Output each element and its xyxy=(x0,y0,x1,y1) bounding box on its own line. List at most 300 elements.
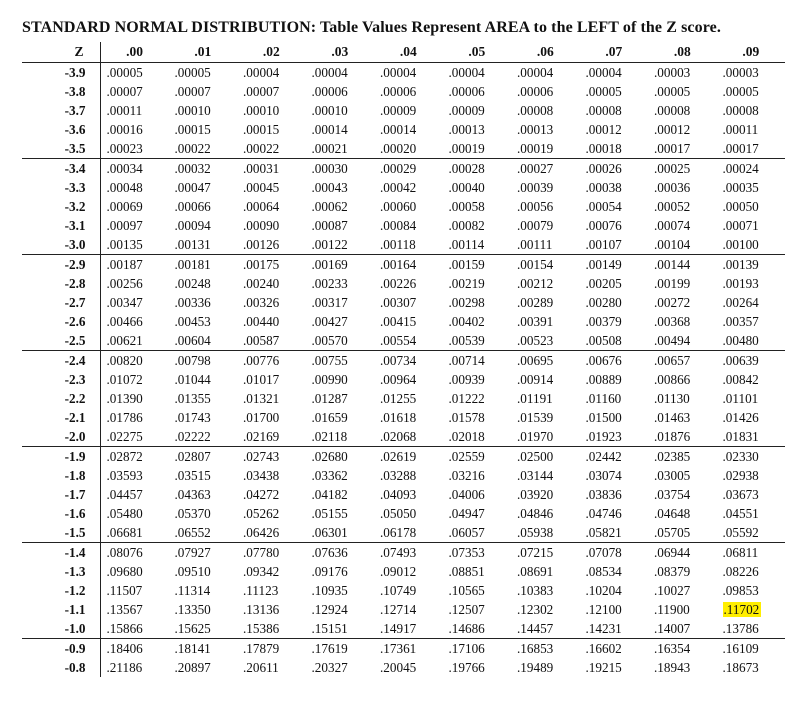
table-row xyxy=(22,658,785,677)
table-row xyxy=(22,581,785,600)
area-value-cell: .04947 xyxy=(448,506,485,521)
table-row xyxy=(22,120,785,139)
area-value-cell: .00012 xyxy=(654,122,691,137)
area-value-cell: .00026 xyxy=(585,161,622,176)
area-value-cell: .09510 xyxy=(174,564,211,579)
area-value-cell: .09680 xyxy=(106,564,143,579)
area-value-cell: .14007 xyxy=(648,619,717,639)
z-value-cell: -3.2 xyxy=(22,197,100,216)
area-value-cell: .00990 xyxy=(311,372,348,387)
area-value-cell: .00058 xyxy=(448,199,485,214)
area-value-cell: .00010 xyxy=(174,103,211,118)
area-value-cell: .07078 xyxy=(585,545,622,560)
area-value-cell: .13567 xyxy=(106,602,143,617)
area-value-cell: .00024 xyxy=(722,161,759,176)
area-value-cell: .15625 xyxy=(169,619,238,639)
area-value-cell: .00076 xyxy=(585,218,622,233)
area-value-cell: .00010 xyxy=(311,103,348,118)
area-value-cell: .00020 xyxy=(374,139,443,159)
area-value-cell: .00453 xyxy=(174,314,211,329)
area-value-cell: .08534 xyxy=(585,564,622,579)
area-value-cell: .00071 xyxy=(722,218,759,233)
z-value-cell: -2.7 xyxy=(22,293,100,312)
table-header-row xyxy=(22,42,785,63)
table-row xyxy=(22,255,785,275)
table-row xyxy=(22,216,785,235)
area-value-cell: .00798 xyxy=(174,353,211,368)
table-row xyxy=(22,485,785,504)
area-value-cell: .00005 xyxy=(654,84,691,99)
area-value-cell: .00604 xyxy=(169,331,238,351)
area-value-cell: .06944 xyxy=(654,545,691,560)
area-value-cell: .01287 xyxy=(311,391,348,406)
area-value-cell: .00734 xyxy=(380,353,417,368)
table-row xyxy=(22,447,785,467)
area-value-cell: .00621 xyxy=(100,331,169,351)
area-value-cell: .04746 xyxy=(585,506,622,521)
area-value-cell: .00199 xyxy=(654,276,691,291)
area-value-cell: .00007 xyxy=(106,84,143,99)
area-value-cell: .00480 xyxy=(717,331,786,351)
area-value-cell: .00755 xyxy=(311,353,348,368)
area-value-cell: .05480 xyxy=(106,506,143,521)
area-value-cell: .03836 xyxy=(585,487,622,502)
area-value-cell: .00022 xyxy=(169,139,238,159)
z-value-cell: -3.6 xyxy=(22,120,100,139)
area-value-cell: .00889 xyxy=(585,372,622,387)
area-value-cell: .01426 xyxy=(722,410,759,425)
area-value-cell: .03005 xyxy=(654,468,691,483)
area-value-cell: .00036 xyxy=(654,180,691,195)
area-value-cell: .18406 xyxy=(106,641,143,656)
area-value-cell: .00090 xyxy=(243,218,280,233)
area-value-cell: .00508 xyxy=(580,331,649,351)
area-value-cell: .20327 xyxy=(311,660,348,675)
table-body xyxy=(22,63,785,678)
area-value-cell: .00062 xyxy=(311,199,348,214)
table-row xyxy=(22,619,785,639)
table-row xyxy=(22,504,785,523)
area-value-cell: .00084 xyxy=(380,218,417,233)
area-value-cell: .00004 xyxy=(585,65,622,80)
area-value-cell: .00357 xyxy=(722,314,759,329)
area-value-cell: .19215 xyxy=(585,660,622,675)
area-value-cell: .00010 xyxy=(243,103,280,118)
area-value-cell: .00154 xyxy=(517,257,554,272)
area-value-cell: .18141 xyxy=(174,641,211,656)
area-value-cell: .17106 xyxy=(448,641,485,656)
area-value-cell: .04093 xyxy=(380,487,417,502)
area-value-cell: .00034 xyxy=(106,161,143,176)
area-value-cell: .00006 xyxy=(380,84,417,99)
area-value-cell: .08851 xyxy=(448,564,485,579)
area-value-cell: .03754 xyxy=(654,487,691,502)
area-value-cell: .09176 xyxy=(311,564,348,579)
area-value-cell: .01923 xyxy=(580,427,649,447)
area-value-cell: .12924 xyxy=(311,602,348,617)
area-value-cell: .00006 xyxy=(448,84,485,99)
area-value-cell: .00066 xyxy=(174,199,211,214)
area-value-cell: .00006 xyxy=(517,84,554,99)
area-value-cell: .18673 xyxy=(722,660,759,675)
area-value-cell: .00027 xyxy=(517,161,554,176)
area-value-cell: .15386 xyxy=(237,619,306,639)
area-value-cell: .02275 xyxy=(100,427,169,447)
area-value-cell: .10027 xyxy=(654,583,691,598)
area-value-cell: .01578 xyxy=(448,410,485,425)
area-value-cell: .00030 xyxy=(311,161,348,176)
area-value-cell: .00005 xyxy=(174,65,211,80)
area-value-cell: .00587 xyxy=(237,331,306,351)
table-row xyxy=(22,351,785,371)
area-value-cell: .00187 xyxy=(106,257,143,272)
area-value-cell: .00056 xyxy=(517,199,554,214)
area-value-cell: .01700 xyxy=(243,410,280,425)
area-value-cell: .11123 xyxy=(243,583,279,598)
area-value-cell: .01500 xyxy=(585,410,622,425)
area-value-cell: .08076 xyxy=(106,545,143,560)
area-value-cell: .08226 xyxy=(722,564,759,579)
area-value-cell: .11900 xyxy=(654,602,690,617)
area-value-cell: .00181 xyxy=(174,257,211,272)
z-column-header: Z xyxy=(22,42,100,63)
area-value-cell: .00427 xyxy=(311,314,348,329)
area-value-cell: .05370 xyxy=(174,506,211,521)
table-row xyxy=(22,293,785,312)
area-value-cell: .00031 xyxy=(243,161,280,176)
area-value-cell: .04457 xyxy=(106,487,143,502)
area-value-cell: .04006 xyxy=(448,487,485,502)
area-value-cell: .00018 xyxy=(580,139,649,159)
z-value-cell: -2.5 xyxy=(22,331,100,351)
area-value-cell: .16853 xyxy=(517,641,554,656)
table-row xyxy=(22,331,785,351)
z-value-cell: -1.3 xyxy=(22,562,100,581)
area-value-cell: .00004 xyxy=(311,65,348,80)
area-value-cell: .00074 xyxy=(654,218,691,233)
area-value-cell: .14457 xyxy=(511,619,580,639)
area-value-cell: .10204 xyxy=(585,583,622,598)
area-value-cell: .00842 xyxy=(722,372,759,387)
area-value-cell: .00040 xyxy=(448,180,485,195)
area-value-cell: .00054 xyxy=(585,199,622,214)
column-header: .02 xyxy=(237,42,306,63)
area-value-cell: .01618 xyxy=(380,410,417,425)
area-value-cell: .01072 xyxy=(106,372,143,387)
area-value-cell: .00100 xyxy=(717,235,786,255)
area-value-cell: .17361 xyxy=(380,641,417,656)
area-value-cell: .00005 xyxy=(106,65,143,80)
highlighted-cell xyxy=(717,600,786,619)
column-header: .00 xyxy=(100,42,169,63)
area-value-cell: .00144 xyxy=(654,257,691,272)
area-value-cell: .04648 xyxy=(654,506,691,521)
column-header: .07 xyxy=(580,42,649,63)
table-row xyxy=(22,408,785,427)
area-value-cell: .02500 xyxy=(517,449,554,464)
area-value-cell: .00042 xyxy=(380,180,417,195)
area-value-cell: .00004 xyxy=(380,65,417,80)
area-value-cell: .01191 xyxy=(517,391,553,406)
area-value-cell: .00022 xyxy=(237,139,306,159)
z-value-cell: -3.7 xyxy=(22,101,100,120)
area-value-cell: .00415 xyxy=(380,314,417,329)
area-value-cell: .00272 xyxy=(654,295,691,310)
area-value-cell: .03216 xyxy=(448,468,485,483)
area-value-cell: .02743 xyxy=(243,449,280,464)
area-value-cell: .05938 xyxy=(511,523,580,543)
area-value-cell: .00079 xyxy=(517,218,554,233)
area-value-cell: .01390 xyxy=(106,391,143,406)
area-value-cell: .00379 xyxy=(585,314,622,329)
area-value-cell: .00939 xyxy=(448,372,485,387)
page-title: STANDARD NORMAL DISTRIBUTION: Table Values Represent AREA to the LEFT of the Z score. xyxy=(22,19,721,36)
area-value-cell: .16602 xyxy=(585,641,622,656)
area-value-cell: .00391 xyxy=(517,314,554,329)
area-value-cell: .00695 xyxy=(517,353,554,368)
area-value-cell: .00043 xyxy=(311,180,348,195)
area-value-cell: .00298 xyxy=(448,295,485,310)
area-value-cell: .00368 xyxy=(654,314,691,329)
area-value-cell: .09012 xyxy=(380,564,417,579)
area-value-cell: .00326 xyxy=(243,295,280,310)
area-value-cell: .01659 xyxy=(311,410,348,425)
area-value-cell: .02169 xyxy=(237,427,306,447)
area-value-cell: .00008 xyxy=(722,103,759,118)
area-value-cell: .00402 xyxy=(448,314,485,329)
area-value-cell: .03074 xyxy=(585,468,622,483)
table-row xyxy=(22,466,785,485)
area-value-cell: .00139 xyxy=(722,257,759,272)
area-value-cell: .02680 xyxy=(311,449,348,464)
area-value-cell: .06426 xyxy=(237,523,306,543)
area-value-cell: .00494 xyxy=(648,331,717,351)
area-value-cell: .00015 xyxy=(174,122,211,137)
area-value-cell: .00149 xyxy=(585,257,622,272)
area-value-cell: .01044 xyxy=(174,372,211,387)
area-value-cell: .15866 xyxy=(100,619,169,639)
area-value-cell: .19766 xyxy=(448,660,485,675)
area-value-cell: .03288 xyxy=(380,468,417,483)
area-value-cell: .00050 xyxy=(722,199,759,214)
area-value-cell: .00035 xyxy=(722,180,759,195)
area-value-cell: .00336 xyxy=(174,295,211,310)
area-value-cell: .00015 xyxy=(243,122,280,137)
area-value-cell: .02068 xyxy=(374,427,443,447)
area-value-cell: .00964 xyxy=(380,372,417,387)
table-row xyxy=(22,523,785,543)
area-value-cell: .00069 xyxy=(106,199,143,214)
area-value-cell: .10565 xyxy=(448,583,485,598)
area-value-cell: .00025 xyxy=(654,161,691,176)
area-value-cell: .00047 xyxy=(174,180,211,195)
area-value-cell: .00009 xyxy=(448,103,485,118)
z-value-cell: -2.6 xyxy=(22,312,100,331)
z-value-cell: -2.0 xyxy=(22,427,100,447)
area-value-cell: .00017 xyxy=(717,139,786,159)
table-row xyxy=(22,370,785,389)
area-value-cell: .14917 xyxy=(374,619,443,639)
z-value-cell: -1.5 xyxy=(22,523,100,543)
area-value-cell: .00087 xyxy=(311,218,348,233)
z-value-cell: -1.0 xyxy=(22,619,100,639)
area-value-cell: .19489 xyxy=(517,660,554,675)
area-value-cell: .03144 xyxy=(517,468,554,483)
z-value-cell: -1.7 xyxy=(22,485,100,504)
z-value-cell: -1.1 xyxy=(22,600,100,619)
area-value-cell: .00554 xyxy=(374,331,443,351)
area-value-cell: .13786 xyxy=(717,619,786,639)
area-value-cell: .14231 xyxy=(580,619,649,639)
area-value-cell: .00003 xyxy=(722,65,759,80)
area-value-cell: .00233 xyxy=(311,276,348,291)
area-value-cell: .10749 xyxy=(380,583,417,598)
area-value-cell: .00045 xyxy=(243,180,280,195)
table-row xyxy=(22,82,785,101)
area-value-cell: .11314 xyxy=(174,583,211,598)
area-value-cell: .05705 xyxy=(648,523,717,543)
area-value-cell: .00019 xyxy=(511,139,580,159)
table-row xyxy=(22,178,785,197)
area-value-cell: .00466 xyxy=(106,314,143,329)
area-value-cell: .00008 xyxy=(517,103,554,118)
z-value-cell: -3.1 xyxy=(22,216,100,235)
area-value-cell: .01160 xyxy=(585,391,622,406)
table-row xyxy=(22,274,785,293)
area-value-cell: .00029 xyxy=(380,161,417,176)
area-value-cell: .00104 xyxy=(648,235,717,255)
area-value-cell: .00017 xyxy=(648,139,717,159)
area-value-cell: .00264 xyxy=(722,295,759,310)
column-header: .04 xyxy=(374,42,443,63)
area-value-cell: .00052 xyxy=(654,199,691,214)
area-value-cell: .00212 xyxy=(517,276,554,291)
highlighted-value: .11702 xyxy=(723,602,760,617)
area-value-cell: .06301 xyxy=(306,523,375,543)
area-value-cell: .11507 xyxy=(106,583,143,598)
area-value-cell: .00317 xyxy=(311,295,348,310)
area-value-cell: .00021 xyxy=(306,139,375,159)
area-value-cell: .03515 xyxy=(174,468,211,483)
area-value-cell: .00159 xyxy=(448,257,485,272)
z-value-cell: -2.4 xyxy=(22,351,100,371)
table-row xyxy=(22,562,785,581)
area-value-cell: .00135 xyxy=(100,235,169,255)
area-value-cell: .00038 xyxy=(585,180,622,195)
area-value-cell: .00013 xyxy=(448,122,485,137)
area-value-cell: .06057 xyxy=(443,523,512,543)
table-row xyxy=(22,197,785,216)
area-value-cell: .01786 xyxy=(106,410,143,425)
area-value-cell: .00019 xyxy=(443,139,512,159)
area-value-cell: .02222 xyxy=(169,427,238,447)
table-row xyxy=(22,101,785,120)
area-value-cell: .01463 xyxy=(654,410,691,425)
area-value-cell: .12302 xyxy=(517,602,554,617)
area-value-cell: .00048 xyxy=(106,180,143,195)
area-value-cell: .02619 xyxy=(380,449,417,464)
z-table xyxy=(22,42,785,677)
area-value-cell: .21186 xyxy=(106,660,143,675)
area-value-cell: .01321 xyxy=(243,391,280,406)
z-value-cell: -3.0 xyxy=(22,235,100,255)
area-value-cell: .00014 xyxy=(380,122,417,137)
area-value-cell: .02118 xyxy=(306,427,375,447)
area-value-cell: .00094 xyxy=(174,218,211,233)
area-value-cell: .00820 xyxy=(106,353,143,368)
area-value-cell: .02442 xyxy=(585,449,622,464)
area-value-cell: .00009 xyxy=(380,103,417,118)
area-value-cell: .00523 xyxy=(511,331,580,351)
area-value-cell: .05592 xyxy=(717,523,786,543)
area-value-cell: .00122 xyxy=(306,235,375,255)
table-row xyxy=(22,639,785,659)
table-row xyxy=(22,543,785,563)
table-row xyxy=(22,63,785,83)
area-value-cell: .00023 xyxy=(100,139,169,159)
area-value-cell: .00126 xyxy=(237,235,306,255)
area-value-cell: .00011 xyxy=(106,103,143,118)
z-value-cell: -3.8 xyxy=(22,82,100,101)
area-value-cell: .01255 xyxy=(380,391,417,406)
area-value-cell: .01222 xyxy=(448,391,485,406)
area-value-cell: .00003 xyxy=(654,65,691,80)
area-value-cell: .00097 xyxy=(106,218,143,233)
area-value-cell: .00007 xyxy=(174,84,211,99)
z-value-cell: -0.9 xyxy=(22,639,100,659)
area-value-cell: .14686 xyxy=(443,619,512,639)
area-value-cell: .00440 xyxy=(243,314,280,329)
area-value-cell: .04846 xyxy=(517,506,554,521)
area-value-cell: .02385 xyxy=(654,449,691,464)
area-value-cell: .02807 xyxy=(174,449,211,464)
area-value-cell: .12507 xyxy=(448,602,485,617)
table-row xyxy=(22,139,785,159)
area-value-cell: .00039 xyxy=(517,180,554,195)
area-value-cell: .03920 xyxy=(517,487,554,502)
area-value-cell: .07353 xyxy=(448,545,485,560)
area-value-cell: .02559 xyxy=(448,449,485,464)
area-value-cell: .00064 xyxy=(243,199,280,214)
table-row xyxy=(22,235,785,255)
z-value-cell: -1.6 xyxy=(22,504,100,523)
column-header: .09 xyxy=(717,42,786,63)
table-row xyxy=(22,312,785,331)
area-value-cell: .07636 xyxy=(311,545,348,560)
area-value-cell: .05155 xyxy=(311,506,348,521)
area-value-cell: .01130 xyxy=(654,391,690,406)
area-value-cell: .20045 xyxy=(380,660,417,675)
area-value-cell: .00013 xyxy=(517,122,554,137)
area-value-cell: .00169 xyxy=(311,257,348,272)
area-value-cell: .00032 xyxy=(174,161,211,176)
area-value-cell: .03673 xyxy=(722,487,759,502)
area-value-cell: .00008 xyxy=(585,103,622,118)
area-value-cell: .01831 xyxy=(717,427,786,447)
z-value-cell: -0.8 xyxy=(22,658,100,677)
area-value-cell: .00011 xyxy=(722,122,759,137)
area-value-cell: .01539 xyxy=(517,410,554,425)
area-value-cell: .20611 xyxy=(243,660,279,675)
z-value-cell: -2.3 xyxy=(22,370,100,389)
area-value-cell: .04551 xyxy=(722,506,759,521)
area-value-cell: .17879 xyxy=(243,641,280,656)
area-value-cell: .05050 xyxy=(380,506,417,521)
area-value-cell: .00028 xyxy=(448,161,485,176)
area-value-cell: .00005 xyxy=(585,84,622,99)
area-value-cell: .00060 xyxy=(380,199,417,214)
area-value-cell: .01970 xyxy=(511,427,580,447)
